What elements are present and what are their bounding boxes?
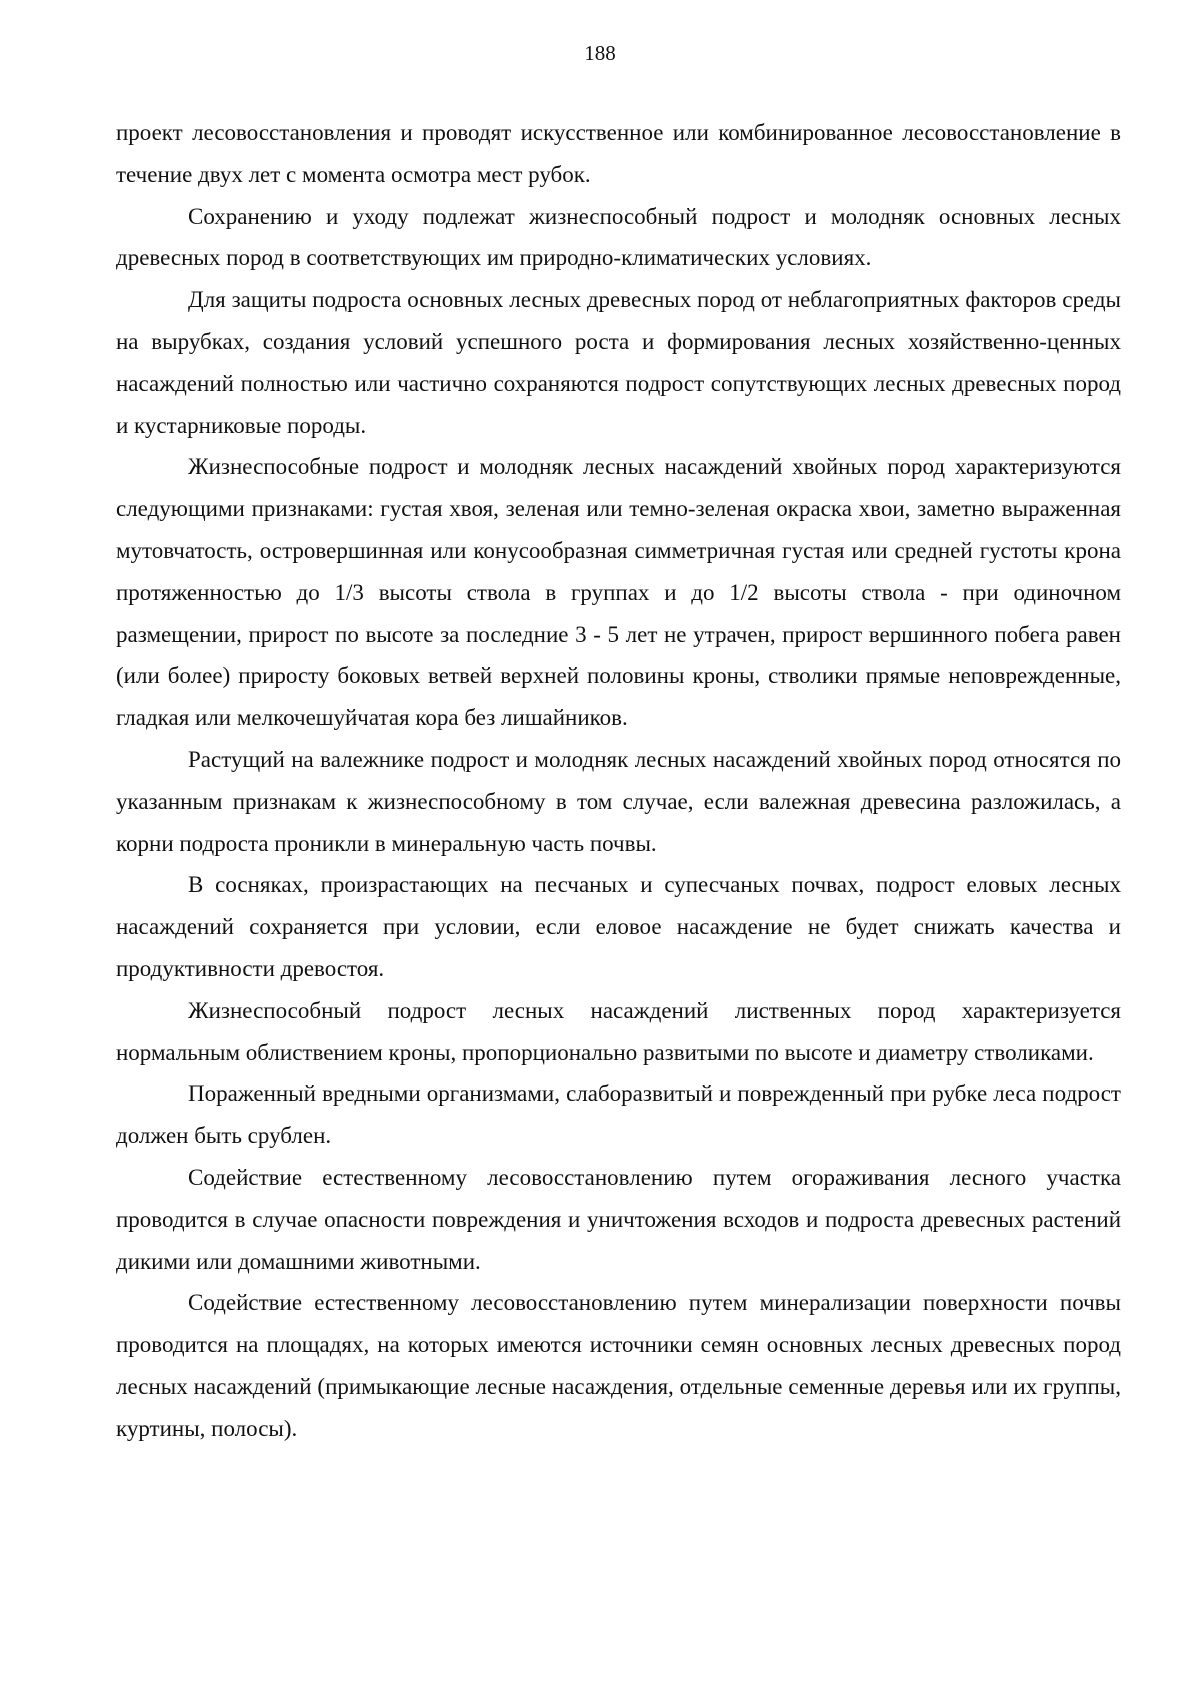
paragraph: Содействие естественному лесовосстановлению путем минерализации поверхности почвы проводится на площадях, на которых имеются источники семян основных лесных древесных пород лесных насаждений (примыкающие лесные насаждения, отдельные семенные деревья или их группы, куртины, полосы).	[116, 1290, 1121, 1441]
paragraph-continuation: проект лесовосстановления и проводят искусственное или комбинированное лесовосстановление в течение двух лет с момента осмотра мест рубок.	[116, 120, 1121, 187]
page-number: 188	[584, 41, 616, 65]
paragraph: Пораженный вредными организмами, слаборазвитый и поврежденный при рубке леса подрост должен быть срублен.	[116, 1081, 1121, 1149]
paragraph: Сохранению и уходу подлежат жизнеспособный подрост и молодняк основных лесных древесных пород в соответствующих им природно-климатических условиях.	[116, 203, 1121, 271]
paragraph: Растущий на валежнике подрост и молодняк лесных насаждений хвойных пород относятся по указанным признакам к жизнеспособному в том случае, если валежная древесина разложилась, а корни подроста проникли в минеральную часть почвы.	[116, 746, 1121, 856]
paragraph: Жизнеспособный подрост лесных насаждений лиственных пород характеризуется нормальным облиствением кроны, пропорционально развитыми по высоте и диаметру стволиками.	[116, 997, 1121, 1065]
paragraph: Содействие естественному лесовосстановлению путем огораживания лесного участка проводится в случае опасности повреждения и уничтожения всходов и подроста древесных растений дикими или домашними животными.	[116, 1164, 1121, 1274]
text-body	[116, 112, 1121, 1450]
paragraph: Для защиты подроста основных лесных древесных пород от неблагоприятных факторов среды на вырубках, создания условий успешного роста и формирования лесных хозяйственно-ценных насаждений полностью или частично сохраняются подрост сопутствующих лесных древесных пород и кустарниковые породы.	[116, 287, 1121, 438]
paragraph: В сосняках, произрастающих на песчаных и супесчаных почвах, подрост еловых лесных насаждений сохраняется при условии, если еловое насаждение не будет снижать качества и продуктивности древостоя.	[116, 872, 1121, 981]
paragraph: Жизнеспособные подрост и молодняк лесных насаждений хвойных пород характеризуются следующими признаками: густая хвоя, зеленая или темно-зеленая окраска хвои, заметно выраженная мутовчатость, островершинная или конусообразная симметричная густая или средней густоты крона протяженностью до 1/3 высоты ствола в группах и до 1/2 высоты ствола - при одиночном размещении, прирост по высоте за последние 3 - 5 лет не утрачен, прирост вершинного побега равен (или более) приросту боковых ветвей верхней половины кроны, стволики прямые неповрежденные, гладкая или мелкочешуйчатая кора без лишайников.	[116, 454, 1121, 731]
